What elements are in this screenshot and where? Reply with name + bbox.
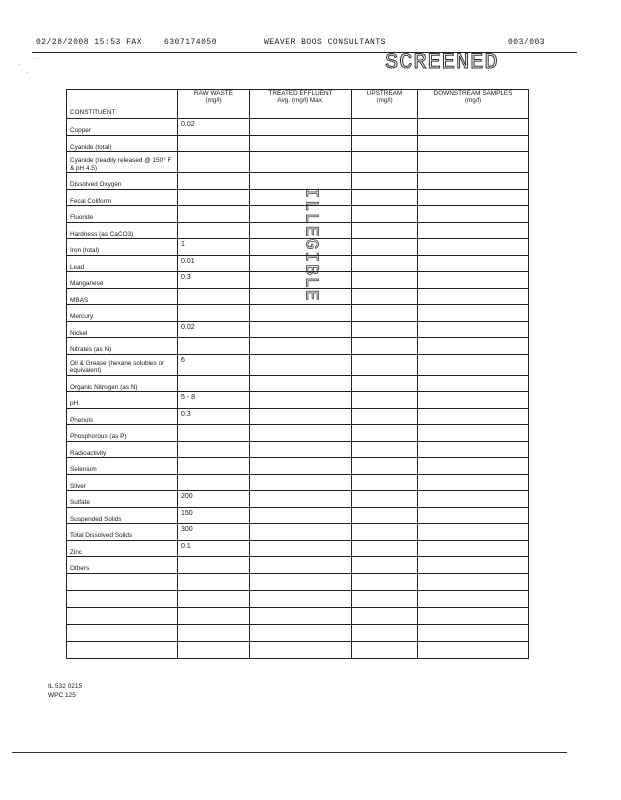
treated-effluent-cell [250,305,352,322]
table-row [67,607,529,624]
constituent-name: Radioactivity [67,441,178,458]
column-header-unit: (mg/l) [205,97,222,105]
treated-effluent-cell [250,135,352,152]
downstream-cell [418,540,529,557]
treated-effluent-cell [250,222,352,239]
raw-waste-value [178,573,250,590]
upstream-cell [352,321,418,338]
treated-effluent-cell [250,425,352,442]
downstream-cell [418,354,529,375]
constituent-name: Oil & Grease (hexane solubles or equivalent) [67,354,178,375]
scan-speck: · [18,62,20,68]
column-header-title: UPSTREAM [366,90,403,97]
constituent-name: Cyanide (total) [67,135,178,152]
fax-number: 6307174050 [164,38,218,47]
treated-effluent-cell [250,491,352,508]
raw-waste-value [178,206,250,223]
downstream-cell [418,425,529,442]
treated-effluent-cell [250,641,352,658]
upstream-cell [352,573,418,590]
raw-waste-value [178,338,250,355]
raw-waste-value [178,641,250,658]
constituent-name: Manganese [67,272,178,289]
raw-waste-value [178,624,250,641]
constituent-name: Phosphorous (as P) [67,425,178,442]
table-row [67,641,529,658]
treated-effluent-cell [250,624,352,641]
treated-effluent-cell [250,119,352,136]
table-row [67,173,529,190]
treated-effluent-cell [250,375,352,392]
downstream-cell [418,392,529,409]
constituent-table [66,89,529,659]
constituent-name: Cyanide (readily released @ 150° F & pH 4.5) [67,152,178,173]
downstream-cell [418,458,529,475]
raw-waste-value: 1 [178,239,250,256]
table-row [67,392,529,409]
upstream-cell [352,206,418,223]
table-row [67,590,529,607]
column-header-unit: CONSTITUENT [70,108,116,116]
upstream-cell [352,507,418,524]
constituent-name [67,641,178,658]
treated-effluent-cell [250,507,352,524]
constituent-name: Hardness (as CaCO3) [67,222,178,239]
upstream-cell [352,474,418,491]
raw-waste-value [178,152,250,173]
downstream-cell [418,239,529,256]
constituent-name: Lead [67,255,178,272]
constituent-name: Silver [67,474,178,491]
raw-waste-value: 300 [178,524,250,541]
constituent-name [67,607,178,624]
upstream-cell [352,135,418,152]
fax-company: WEAVER BOOS CONSULTANTS [264,38,386,47]
upstream-cell [352,354,418,375]
downstream-cell [418,474,529,491]
raw-waste-value [178,288,250,305]
fax-page-number: 003/003 [508,38,546,47]
treated-effluent-cell [250,173,352,190]
constituent-name: Zinc [67,540,178,557]
upstream-cell [352,607,418,624]
raw-waste-value [178,173,250,190]
raw-waste-value: 0.01 [178,255,250,272]
downstream-cell [418,119,529,136]
raw-waste-value: 6 [178,354,250,375]
bottom-rule [12,752,567,753]
downstream-cell [418,491,529,508]
treated-effluent-cell [250,255,352,272]
table-row [67,540,529,557]
form-footer [48,683,82,701]
downstream-cell [418,189,529,206]
upstream-cell [352,590,418,607]
constituent-name: Phenols [67,408,178,425]
treated-effluent-cell [250,607,352,624]
illegible-watermark: ILLEGIBLE [300,187,321,303]
constituent-name [67,624,178,641]
constituent-name [67,590,178,607]
treated-effluent-cell [250,573,352,590]
upstream-cell [352,392,418,409]
treated-effluent-cell [250,338,352,355]
treated-effluent-cell [250,441,352,458]
treated-effluent-cell [250,152,352,173]
downstream-cell [418,305,529,322]
upstream-cell [352,375,418,392]
table-row [67,321,529,338]
table-row [67,573,529,590]
downstream-cell [418,375,529,392]
column-header-unit: (mg/l) [376,97,393,105]
table-row [67,255,529,272]
column-header [178,90,250,119]
raw-waste-value [178,557,250,574]
constituent-name: MBAS [67,288,178,305]
upstream-cell [352,641,418,658]
column-header-unit: Avg. (mg/l) Max. [277,97,324,105]
column-header [67,90,178,119]
constituent-name: Nickel [67,321,178,338]
constituent-name: Suspended Solids [67,507,178,524]
treated-effluent-cell [250,458,352,475]
table-row [67,222,529,239]
upstream-cell [352,288,418,305]
table-row [67,507,529,524]
downstream-cell [418,272,529,289]
table-header-row [67,90,529,119]
treated-effluent-cell [250,524,352,541]
upstream-cell [352,272,418,289]
table-row [67,119,529,136]
downstream-cell [418,321,529,338]
upstream-cell [352,338,418,355]
raw-waste-value: 0.3 [178,272,250,289]
table-body [67,119,529,659]
downstream-cell [418,135,529,152]
upstream-cell [352,173,418,190]
raw-waste-value: 0.02 [178,321,250,338]
form-code: IL 532 0215 [48,683,83,690]
table-row [67,354,529,375]
raw-waste-value [178,590,250,607]
wpc-code: WPC 125 [48,691,76,699]
upstream-cell [352,408,418,425]
downstream-cell [418,573,529,590]
constituent-name: Organic Nitrogen (as N) [67,375,178,392]
fax-header [36,38,596,52]
raw-waste-value [178,458,250,475]
table-row [67,288,529,305]
constituent-name: pH [67,392,178,409]
table-row [67,135,529,152]
upstream-cell [352,491,418,508]
treated-effluent-cell [250,540,352,557]
downstream-cell [418,338,529,355]
table-row [67,441,529,458]
table-row [67,305,529,322]
upstream-cell [352,540,418,557]
constituent-name: Dissolved Oxygen [67,173,178,190]
downstream-cell [418,408,529,425]
column-header [418,90,529,119]
upstream-cell [352,624,418,641]
downstream-cell [418,206,529,223]
column-header-title: TREATED EFFLUENT [268,90,333,97]
fax-timestamp: 02/28/2008 15:53 FAX [36,38,143,47]
constituent-name: Selenium [67,458,178,475]
raw-waste-value [178,441,250,458]
raw-waste-value: 200 [178,491,250,508]
raw-waste-value [178,425,250,442]
treated-effluent-cell [250,288,352,305]
downstream-cell [418,222,529,239]
constituent-name [67,573,178,590]
raw-waste-value [178,607,250,624]
table-row [67,189,529,206]
raw-waste-value [178,222,250,239]
treated-effluent-cell [250,392,352,409]
upstream-cell [352,255,418,272]
upstream-cell [352,119,418,136]
scan-speck: · · [34,56,40,62]
table-row [67,272,529,289]
downstream-cell [418,152,529,173]
treated-effluent-cell [250,590,352,607]
treated-effluent-cell [250,354,352,375]
table-row [67,338,529,355]
upstream-cell [352,152,418,173]
constituent-name: Iron (total) [67,239,178,256]
upstream-cell [352,239,418,256]
raw-waste-value: 5 - 8 [178,392,250,409]
column-header-title: DOWNSTREAM SAMPLES [433,90,513,97]
treated-effluent-cell [250,321,352,338]
raw-waste-value: 150 [178,507,250,524]
constituent-name: Copper [67,119,178,136]
upstream-cell [352,425,418,442]
raw-waste-value: 0.1 [178,540,250,557]
downstream-cell [418,507,529,524]
treated-effluent-cell [250,206,352,223]
table-row [67,557,529,574]
treated-effluent-cell [250,189,352,206]
table-row [67,458,529,475]
upstream-cell [352,305,418,322]
downstream-cell [418,641,529,658]
treated-effluent-cell [250,474,352,491]
treated-effluent-cell [250,272,352,289]
table-row [67,408,529,425]
downstream-cell [418,590,529,607]
downstream-cell [418,624,529,641]
constituent-name: Fluoride [67,206,178,223]
constituent-name: Mercury [67,305,178,322]
table-row [67,152,529,173]
raw-waste-value [178,305,250,322]
treated-effluent-cell [250,557,352,574]
raw-waste-value [178,135,250,152]
raw-waste-value [178,375,250,392]
screened-stamp: SCREENED [385,50,499,75]
treated-effluent-cell [250,239,352,256]
constituent-name: Others [67,557,178,574]
upstream-cell [352,524,418,541]
constituent-name: Fecal Coliform [67,189,178,206]
upstream-cell [352,557,418,574]
raw-waste-value [178,189,250,206]
constituent-name: Total Dissolved Solids [67,524,178,541]
table-row [67,491,529,508]
table-row [67,206,529,223]
column-header [352,90,418,119]
downstream-cell [418,173,529,190]
table-row [67,524,529,541]
constituent-name: Nitrates (as N) [67,338,178,355]
downstream-cell [418,288,529,305]
upstream-cell [352,189,418,206]
table-row [67,425,529,442]
downstream-cell [418,557,529,574]
constituent-name: Sulfate [67,491,178,508]
table-row [67,239,529,256]
downstream-cell [418,524,529,541]
table-row [67,375,529,392]
raw-waste-value: 0.02 [178,119,250,136]
upstream-cell [352,458,418,475]
scan-speck: · [26,70,28,76]
table-row [67,474,529,491]
upstream-cell [352,441,418,458]
raw-waste-value: 0.3 [178,408,250,425]
downstream-cell [418,607,529,624]
table-row [67,624,529,641]
column-header-title: RAW WASTE [194,90,233,97]
upstream-cell [352,222,418,239]
column-header-unit: (mg/l) [464,97,482,105]
downstream-cell [418,255,529,272]
raw-waste-value [178,474,250,491]
treated-effluent-cell [250,408,352,425]
downstream-cell [418,441,529,458]
column-header [250,90,352,119]
